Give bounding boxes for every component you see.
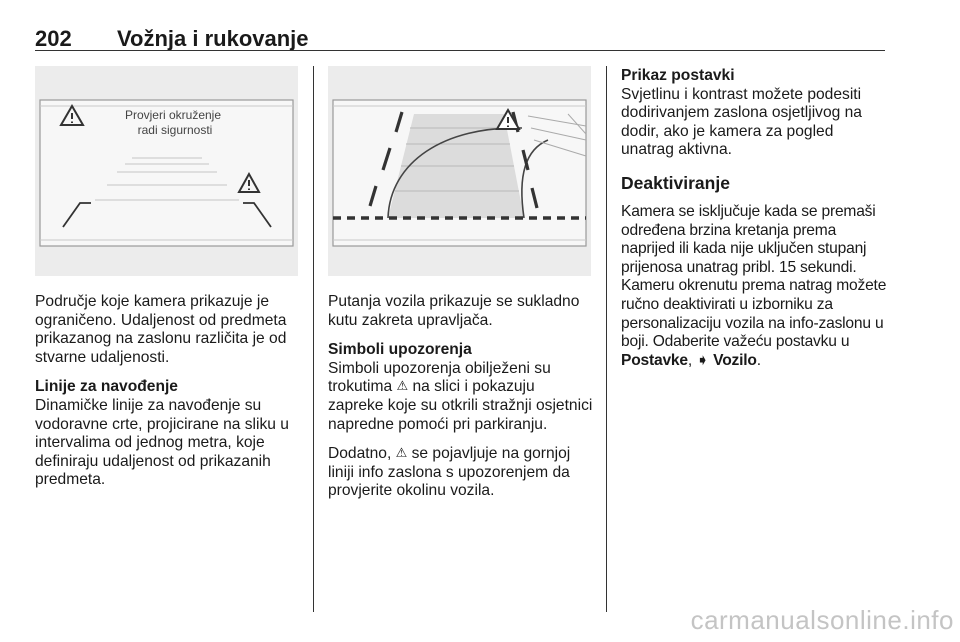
paragraph-guidelines: Dinamičke linije za navođenje su vodoravne crte, projicirane na sliku u intervalima od jednog metra, koje definiraju udaljenost od prikazanih predmeta. <box>35 396 289 489</box>
paragraph-display-settings: Svjetlinu i kontrast možete podesiti dodirivanjem zaslona osjetljivog na dodir, ako je kamera za pogled unatrag aktivna. <box>621 85 862 159</box>
paragraph-warning-symbols-a: Simboli upozorenja obilježeni su trokutima <box>328 359 551 396</box>
paragraph-trajectory: Putanja vozila prikazuje se sukladno kutu zakreta upravljača. <box>328 293 580 329</box>
paragraph-info-display-a: Dodatno, <box>328 445 396 463</box>
column-1 <box>35 293 300 501</box>
paragraph-warning-symbols-b: na slici i pokazuju zapreke koje su otkrili stražnji osjetnici napredne pomoći pri parkiranju. <box>328 378 593 433</box>
warning-text-line1: Provjeri okruženje <box>124 108 222 122</box>
warning-triangle-icon: ⚠ <box>396 378 409 394</box>
paragraph-info-display-b: se pojavljuje na gornjoj liniji info zaslona s upozorenjem da provjerite okolinu vozila. <box>328 445 571 500</box>
figure-trajectory <box>328 66 591 276</box>
section-guidelines <box>35 378 300 490</box>
page-header <box>35 14 885 54</box>
column-divider-left <box>313 66 314 612</box>
paragraph-deactivation <box>621 203 889 370</box>
chapter-title: Vožnja i rukovanje <box>117 26 309 51</box>
heading-display-settings: Prikaz postavki <box>621 67 735 84</box>
column-divider-right <box>606 66 607 612</box>
watermark: carmanualsonline.info <box>690 605 954 635</box>
warning-triangle-icon: ⚠ <box>395 445 408 461</box>
section-display-settings <box>621 67 889 160</box>
paragraph-info-display <box>328 445 593 501</box>
figure-camera-view <box>35 66 298 276</box>
header-rule <box>35 50 885 51</box>
heading-deactivation: Deaktiviranje <box>621 172 730 193</box>
menu-separator: , <box>687 351 697 369</box>
paragraph-view-limits: Područje koje kamera prikazuje je ograničeno. Udaljenost od predmeta prikazanog na zaslonu različita je od stvarne udaljenosti. <box>35 293 287 366</box>
warning-text-line2: radi sigurnosti <box>137 123 213 137</box>
heading-warning-symbols: Simboli upozorenja <box>328 341 472 359</box>
menu-arrow-icon: ➧ <box>696 351 710 369</box>
column-2 <box>328 293 593 512</box>
paragraph-deactivation-text: Kamera se isključuje kada se premaši određena brzina kretanja prema naprijed ili kada nije uključen stupanj prijenosa unatrag pribl. 15 sekundi. Kameru okrenutu prema natrag možete ručno deaktivirati u izborniku za personalizaciju vozila na info-zaslonu u boji. Odaberite važeću postavku u <box>621 202 887 351</box>
heading-guidelines: Linije za navođenje <box>35 378 178 396</box>
column-3 <box>621 67 889 381</box>
page-number: 202 <box>35 26 72 51</box>
section-warning-symbols <box>328 341 593 434</box>
menu-postavke: Postavke <box>621 351 688 369</box>
menu-vozilo: Vozilo <box>713 351 757 369</box>
end-period: . <box>756 351 761 369</box>
